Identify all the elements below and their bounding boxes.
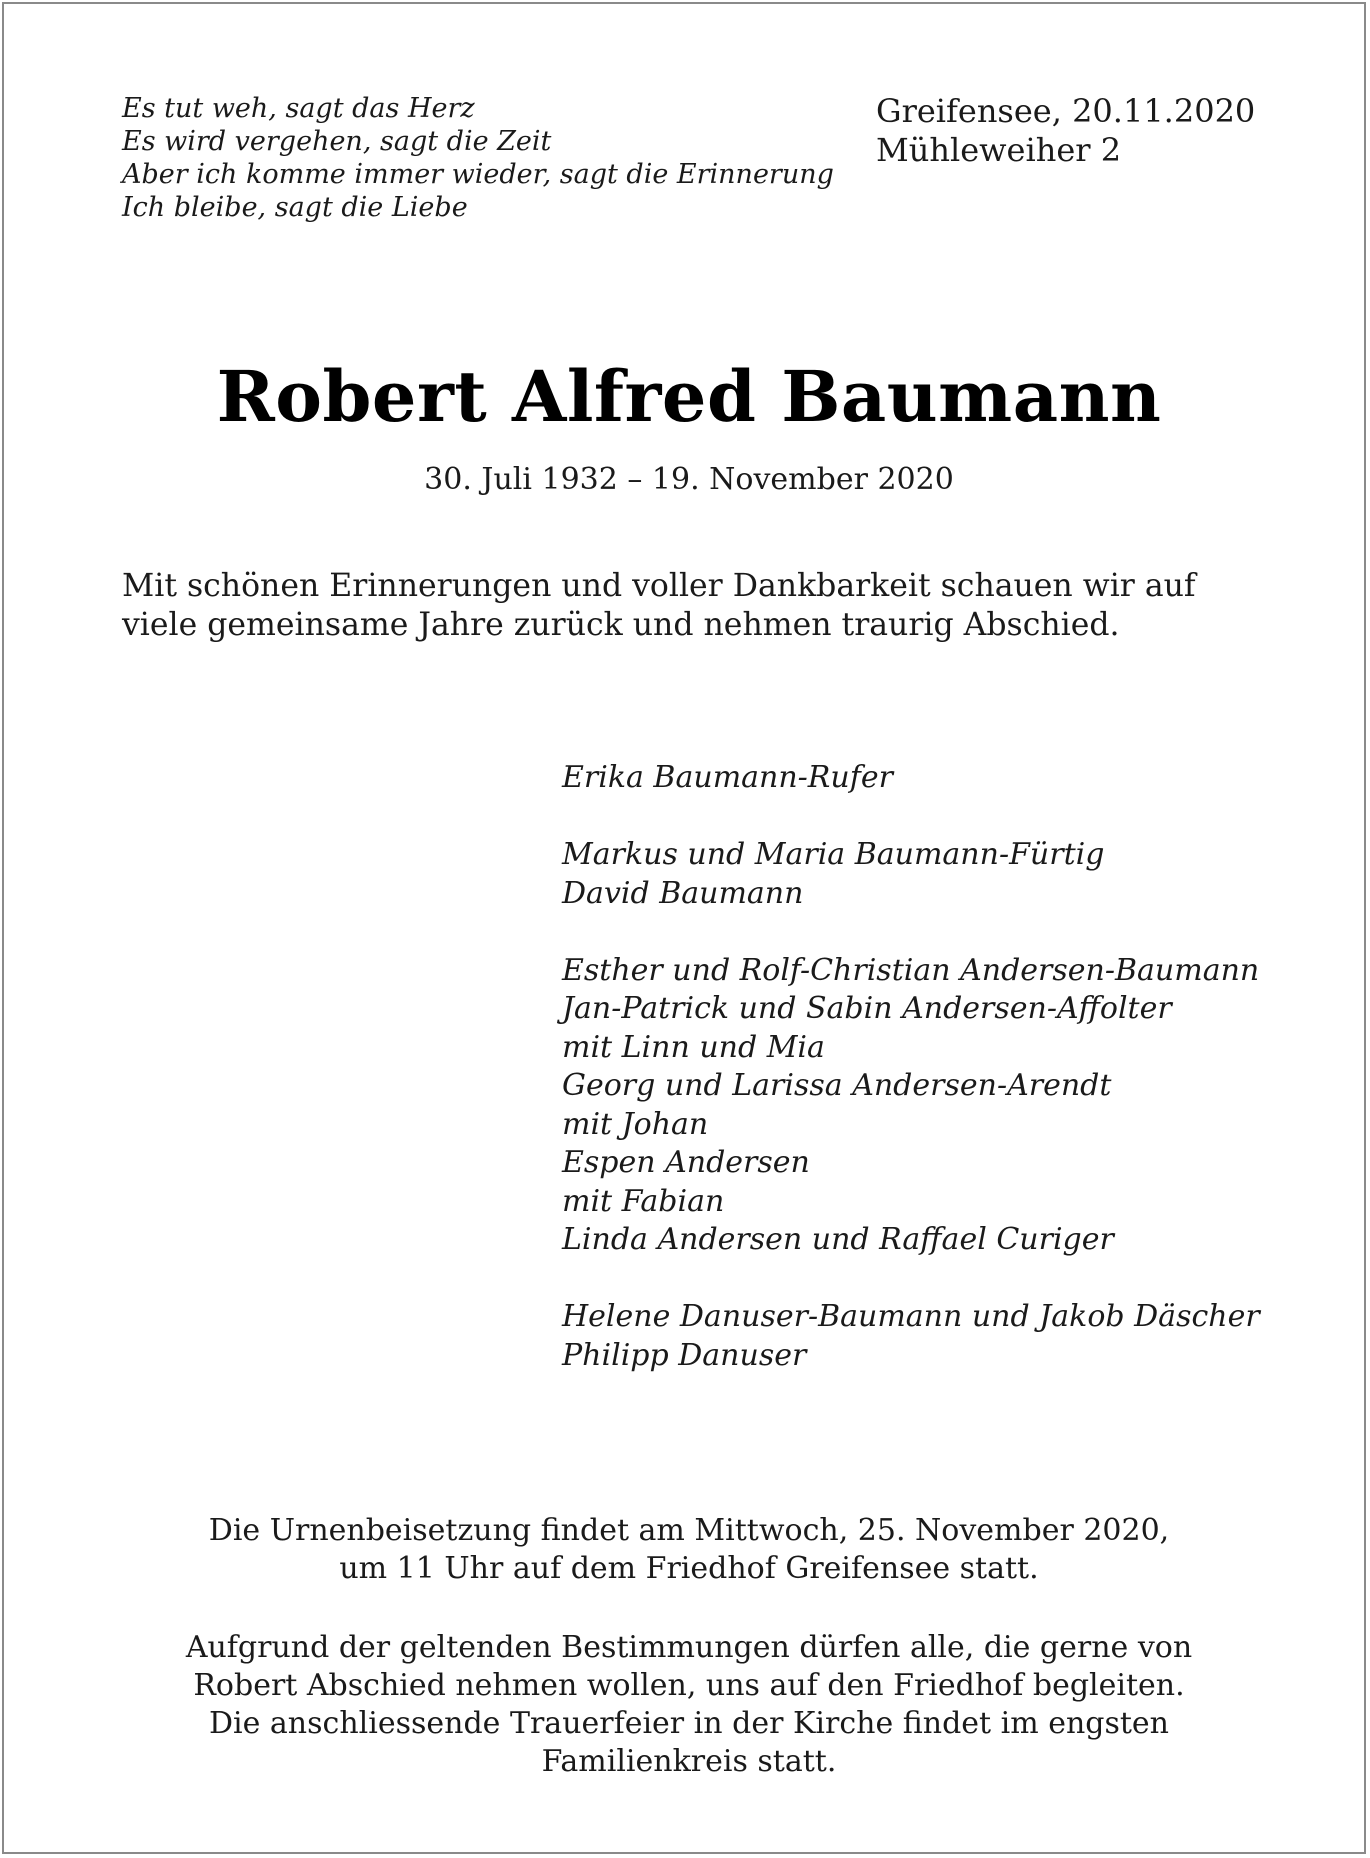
mourner-line: Markus und Maria Baumann-Fürtig — [562, 837, 1105, 872]
farewell-message — [122, 567, 1312, 645]
mourner-group-son — [562, 836, 1352, 913]
farewell-line: Mit schönen Erinnerungen und voller Dankbarkeit schauen wir auf — [122, 568, 1196, 604]
mourner-line: mit Fabian — [562, 1183, 725, 1219]
notice-line: Familienkreis statt. — [541, 1744, 837, 1779]
mourner-line: Georg und Larissa Andersen-Arendt — [562, 1068, 1112, 1103]
mourners-list — [562, 759, 1352, 1375]
mourner-line: Esther und Rolf-Christian Andersen-Baumann — [562, 952, 1260, 988]
obituary-card — [2, 2, 1366, 1854]
deceased-name: Robert Alfred Baumann — [216, 355, 1162, 438]
mourner-line: mit Linn und Mia — [562, 1029, 825, 1065]
poem-line: Es tut weh, sagt das Herz — [122, 93, 475, 124]
mourner-line: Espen Andersen — [562, 1145, 810, 1180]
address: Mühleweiher 2 — [876, 131, 1122, 169]
poem-line: Es wird vergehen, sagt die Zeit — [122, 126, 552, 157]
poem-line: Aber ich komme immer wieder, sagt die Erinnerung — [122, 159, 834, 190]
mourner-line: Jan-Patrick und Sabin Andersen-Affolter — [562, 991, 1172, 1026]
poem-line: Ich bleibe, sagt die Liebe — [122, 192, 468, 223]
notice-line: Die anschliessende Trauerfeier in der Kirche findet im engsten — [208, 1706, 1169, 1741]
poem-verse — [122, 92, 862, 224]
ceremony-notice — [4, 1629, 1370, 1781]
mourner-group-spouse — [562, 759, 1352, 798]
mourner-group-daughter-2 — [562, 1298, 1352, 1375]
mourner-line: Helene Danuser-Baumann und Jakob Däscher — [562, 1299, 1260, 1334]
mourner-line: mit Johan — [562, 1106, 709, 1142]
farewell-line: viele gemeinsame Jahre zurück und nehmen traurig Abschied. — [122, 607, 1120, 643]
life-dates: 30. Juli 1932 – 19. November 2020 — [424, 462, 954, 497]
city-date: Greifensee, 20.11.2020 — [876, 92, 1256, 130]
mourner-line: Linda Andersen und Raffael Curiger — [562, 1222, 1114, 1257]
mourner-line: David Baumann — [562, 875, 804, 911]
notice-line: Robert Abschied nehmen wollen, uns auf den Friedhof begleiten. — [193, 1668, 1185, 1703]
burial-line: Die Urnenbeisetzung findet am Mittwoch, 25. November 2020, — [208, 1513, 1170, 1548]
mourner-line: Erika Baumann-Rufer — [562, 760, 893, 795]
burial-info — [4, 1512, 1370, 1588]
notice-line: Aufgrund der geltenden Bestimmungen dürfen alle, die gerne von — [185, 1630, 1193, 1665]
mourner-line: Philipp Danuser — [562, 1337, 807, 1373]
place-and-date — [876, 92, 1346, 170]
mourner-group-daughter — [562, 952, 1352, 1260]
burial-line: um 11 Uhr auf dem Friedhof Greifensee statt. — [339, 1551, 1039, 1586]
